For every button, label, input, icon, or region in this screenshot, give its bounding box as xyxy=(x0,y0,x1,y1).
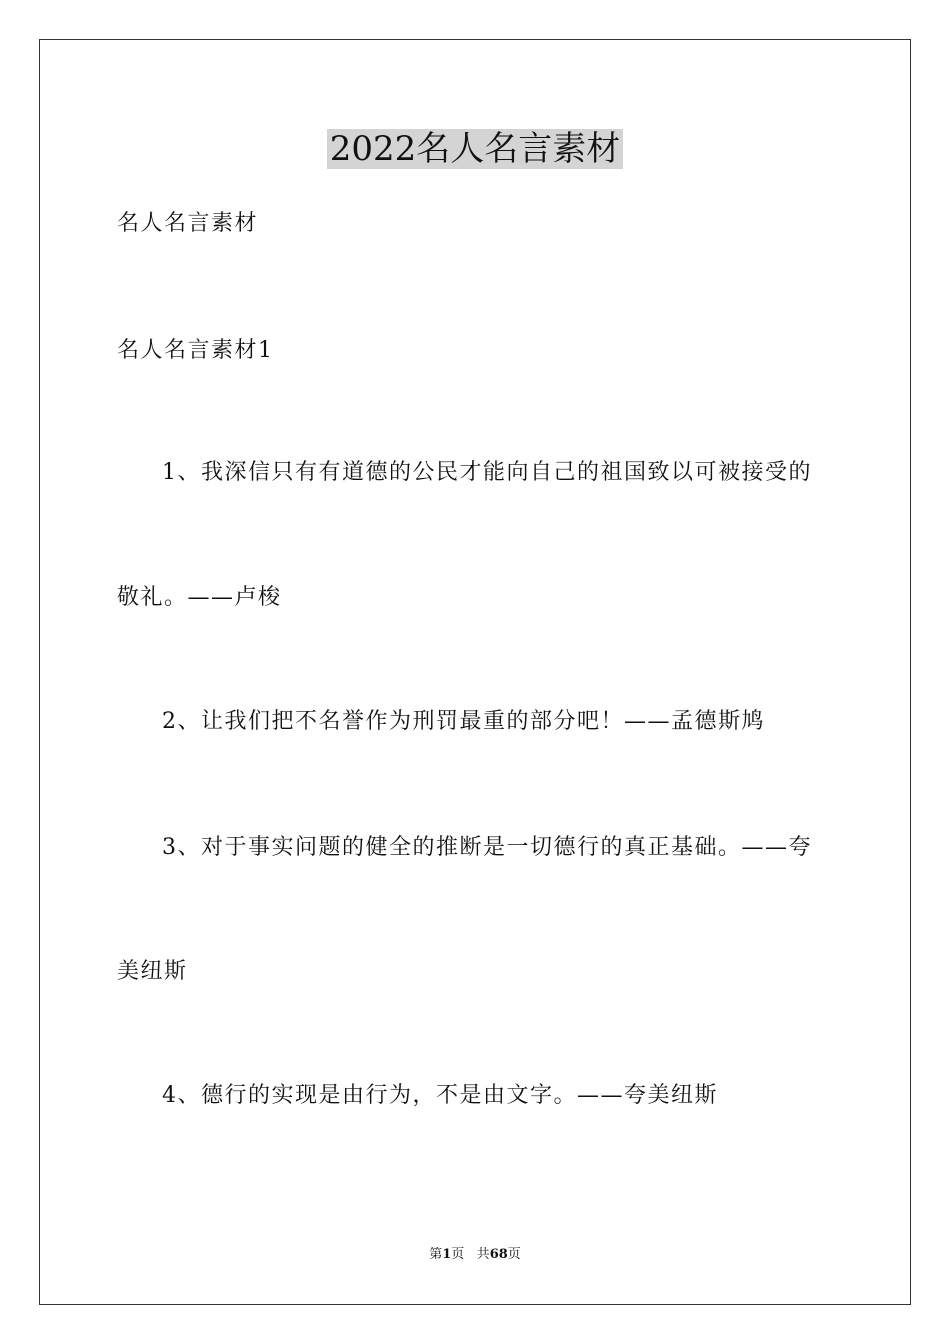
document-title-text: 2022名人名言素材 xyxy=(327,129,624,169)
document-subtitle: 名人名言素材 xyxy=(117,211,259,236)
page-prefix: 第 xyxy=(429,1247,443,1262)
page-number: 1 xyxy=(442,1247,452,1262)
quote-line-1: 1、我深信只有有道德的公民才能向自己的祖国致以可被接受的 xyxy=(162,460,812,485)
quote-line-3-continued: 美纽斯 xyxy=(117,959,188,984)
total-pages: 68 xyxy=(489,1247,508,1262)
document-title xyxy=(0,127,950,171)
section-heading: 名人名言素材1 xyxy=(117,338,274,363)
quote-line-3: 3、对于事实问题的健全的推断是一切德行的真正基础。——夸 xyxy=(162,835,812,860)
page-footer xyxy=(0,1246,950,1264)
quote-line-2: 2、让我们把不名誉作为刑罚最重的部分吧！——孟德斯鸠 xyxy=(162,709,765,734)
quote-line-4: 4、德行的实现是由行为，不是由文字。——夸美纽斯 xyxy=(162,1083,718,1108)
total-prefix: 共 xyxy=(476,1247,490,1262)
total-suffix: 页 xyxy=(507,1247,521,1262)
quote-line-1-continued: 敬礼。——卢梭 xyxy=(117,585,282,610)
page-suffix: 页 xyxy=(451,1247,465,1262)
